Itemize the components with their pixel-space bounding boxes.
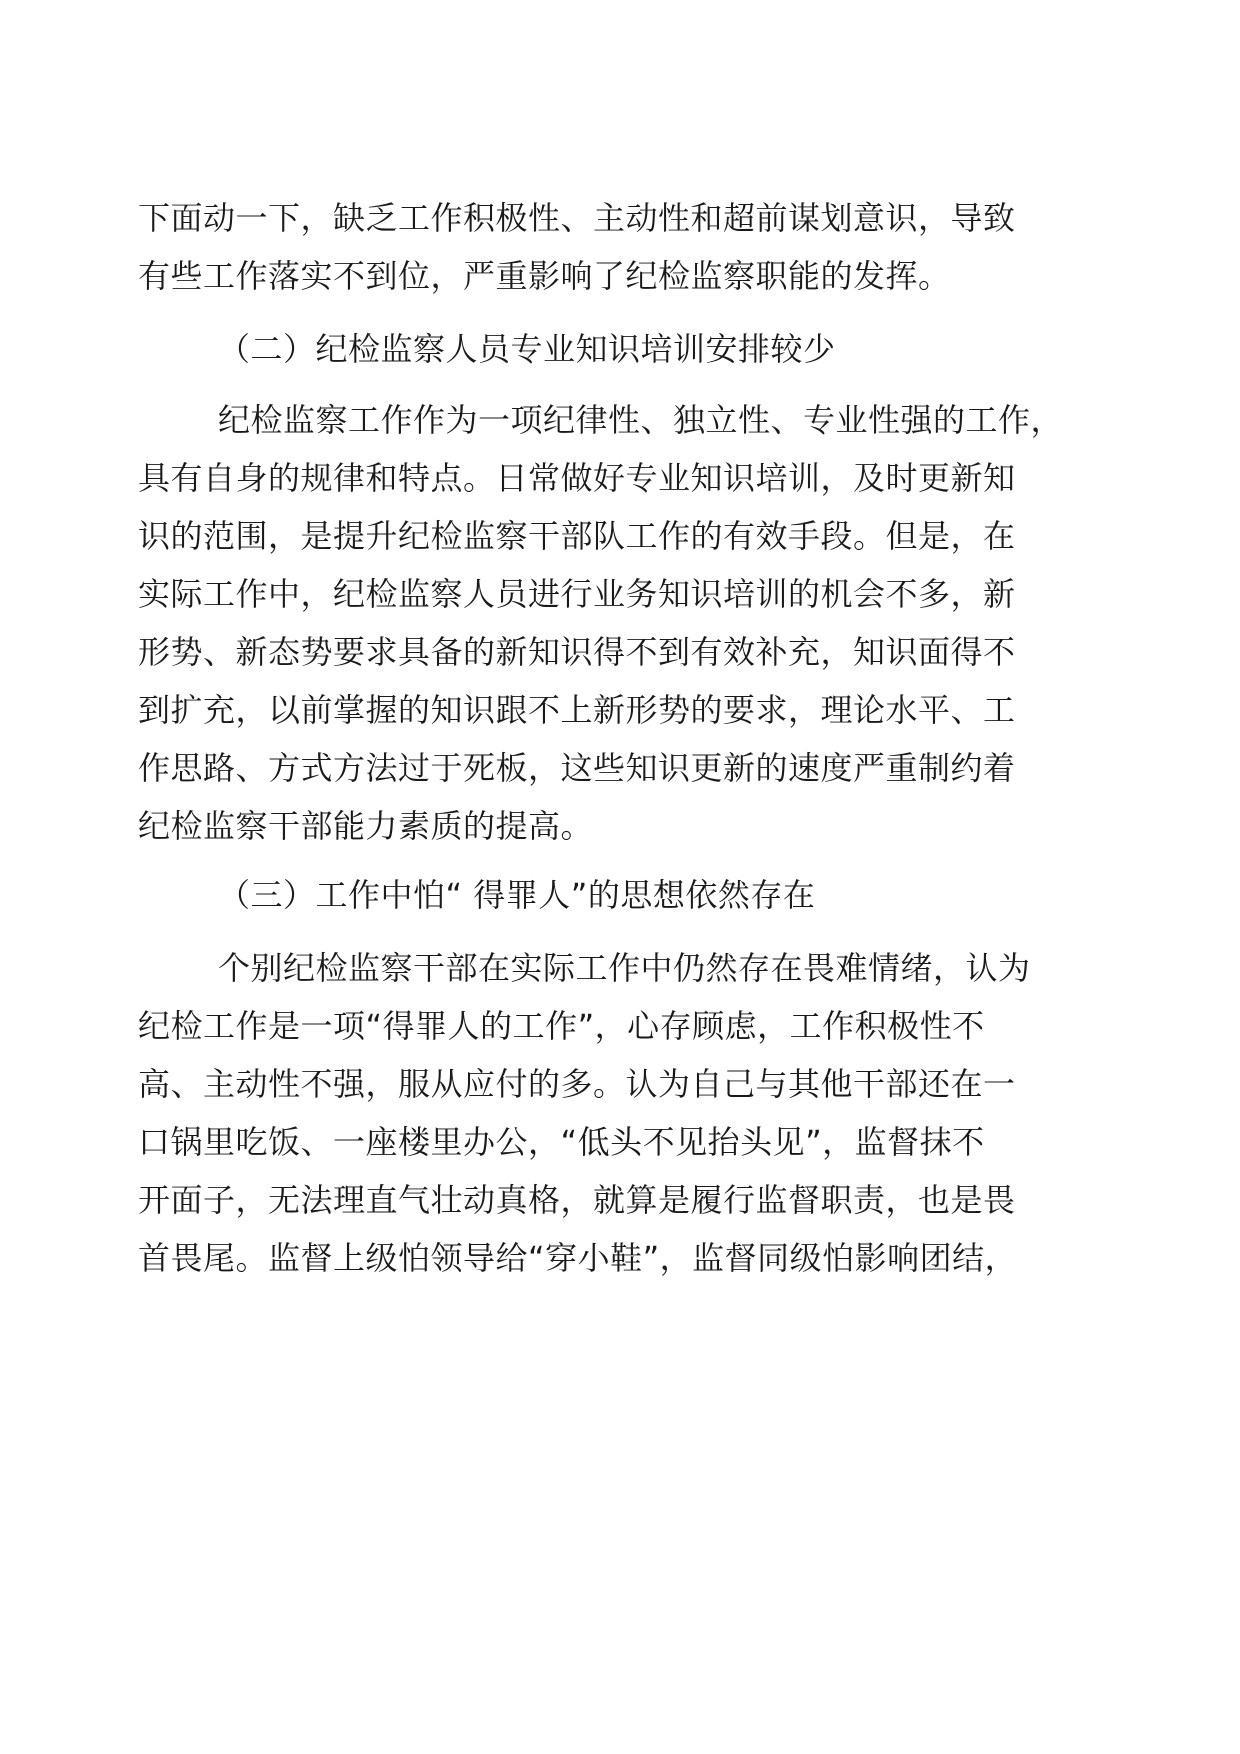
paragraph-line: 纪检监察工作作为一项纪律性、独立性、专业性强的工作， bbox=[218, 401, 1064, 439]
paragraph-line: 实际工作中，纪检监察人员进行业务知识培训的机会不多，新 bbox=[138, 575, 1016, 613]
paragraph-line: 开面子，无法理直气壮动真格，就算是履行监督职责，也是畏 bbox=[138, 1181, 1016, 1219]
paragraph-line: 纪检监察干部能力素质的提高。 bbox=[138, 807, 594, 845]
paragraph-line: 口锅里吃饭、一座楼里办公，“低头不见抬头见”，监督抹不 bbox=[138, 1123, 985, 1161]
paragraph-line: 识的范围，是提升纪检监察干部队工作的有效手段。但是，在 bbox=[138, 517, 1016, 555]
paragraph-line: 到扩充，以前掌握的知识跟不上新形势的要求，理论水平、工 bbox=[138, 691, 1016, 729]
paragraph-line: 纪检工作是一项“得罪人的工作”，心存顾虑，工作积极性不 bbox=[138, 1007, 985, 1045]
paragraph-line: 具有自身的规律和特点。日常做好专业知识培训，及时更新知 bbox=[138, 459, 1016, 497]
paragraph-line: 首畏尾。监督上级怕领导给“穿小鞋”，监督同级怕影响团结， bbox=[138, 1239, 1018, 1277]
section-heading: （三）工作中怕“ 得罪人”的思想依然存在 bbox=[218, 876, 816, 914]
paragraph-line: 下面动一下，缺乏工作积极性、主动性和超前谋划意识，导致 bbox=[138, 199, 1016, 237]
paragraph-line: 作思路、方式方法过于死板，这些知识更新的速度严重制约着 bbox=[138, 749, 1016, 787]
paragraph-line: 形势、新态势要求具备的新知识得不到有效补充，知识面得不 bbox=[138, 633, 1016, 671]
paragraph-line: 有些工作落实不到位，严重影响了纪检监察职能的发挥。 bbox=[138, 257, 951, 295]
paragraph-line: 高、主动性不强，服从应付的多。认为自己与其他干部还在一 bbox=[138, 1065, 1016, 1103]
section-heading: （二）纪检监察人员专业知识培训安排较少 bbox=[218, 330, 836, 368]
paragraph-line: 个别纪检监察干部在实际工作中仍然存在畏难情绪，认为 bbox=[218, 949, 1031, 987]
